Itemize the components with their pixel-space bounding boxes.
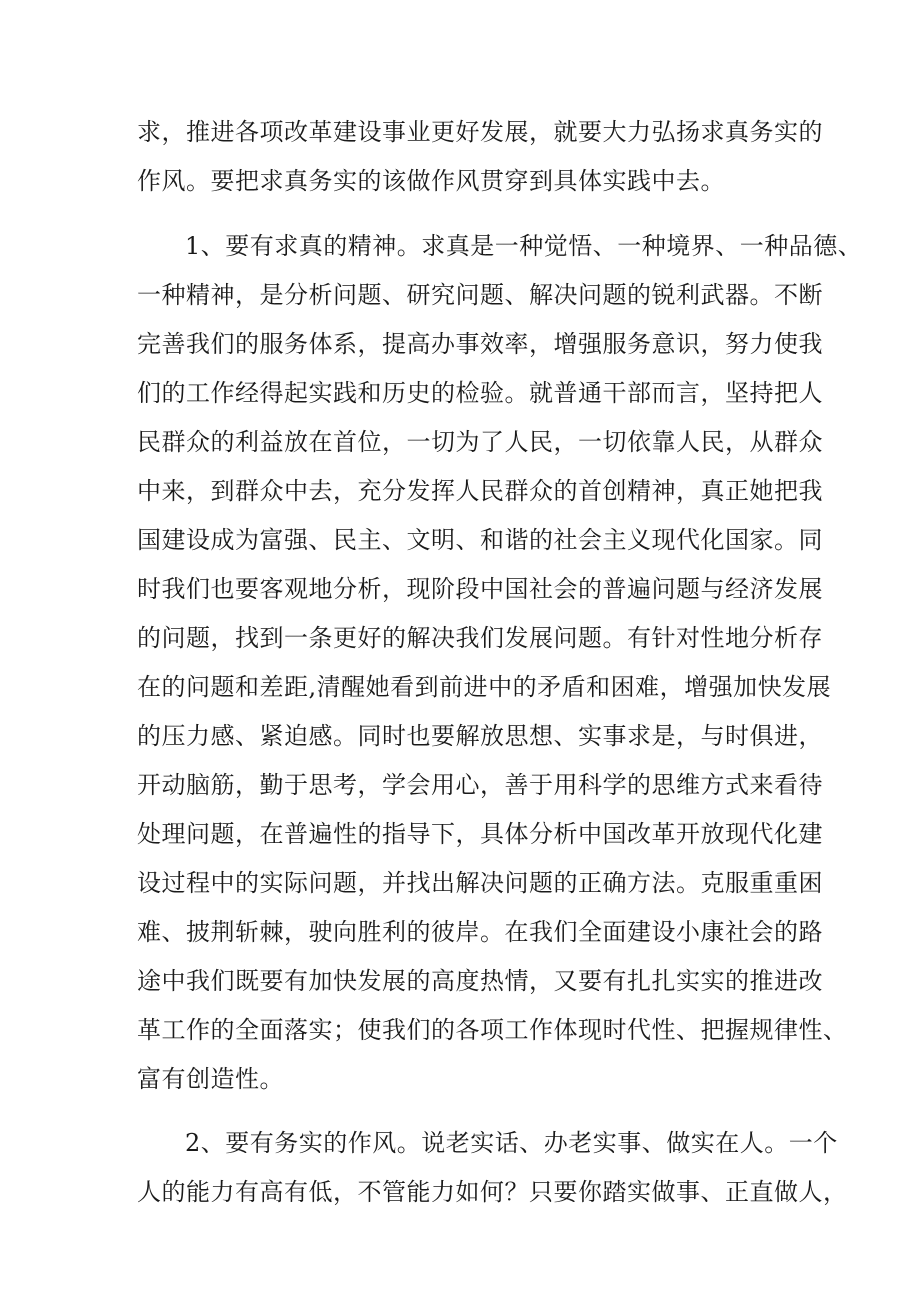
text-line: 途中我们既要有加快发展的高度热情，又要有扎扎实实的推进改 bbox=[137, 967, 823, 995]
text-line: 中来，到群众中去，充分发挥人民群众的首创精神，真正她把我 bbox=[137, 477, 823, 505]
text-line: 在的问题和差距,清醒她看到前进中的矛盾和困难，增强加快发展 bbox=[137, 673, 832, 701]
text-line: 一种精神，是分析问题、研究问题、解决问题的锐利武器。不断 bbox=[137, 281, 823, 309]
text-line: 革工作的全面落实；使我们的各项工作体现时代性、把握规律性、 bbox=[137, 1016, 848, 1044]
text-line: 民群众的利益放在首位，一切为了人民，一切依靠人民，从群众 bbox=[137, 428, 823, 456]
text-line: 开动脑筋，勤于思考，学会用心，善于用科学的思维方式来看待 bbox=[137, 771, 823, 799]
text-line: 作风。要把求真务实的该做作风贯穿到具体实践中去。 bbox=[137, 167, 725, 195]
text-line: 时我们也要客观地分析，现阶段中国社会的普遍问题与经济发展 bbox=[137, 575, 823, 603]
text-line: 难、披荆斩棘，驶向胜利的彼岸。在我们全面建设小康社会的路 bbox=[137, 918, 823, 946]
text-line: 人的能力有高有低，不管能力如何？只要你踏实做事、正直做人， bbox=[137, 1178, 848, 1206]
text-line: 的问题，找到一条更好的解决我们发展问题。有针对性地分析存 bbox=[137, 624, 823, 652]
text-line: 设过程中的实际问题，并找出解决问题的正确方法。克服重重困 bbox=[137, 869, 823, 897]
text-line: 完善我们的服务体系，提高办事效率，增强服务意识，努力使我 bbox=[137, 330, 823, 358]
text-line: 们的工作经得起实践和历史的检验。就普通干部而言，坚持把人 bbox=[137, 379, 823, 407]
paragraph-first-line: 1、要有求真的精神。求真是一种觉悟、一种境界、一种品德、 bbox=[185, 232, 863, 260]
text-line: 富有创造性。 bbox=[137, 1065, 284, 1093]
text-line: 国建设成为富强、民主、文明、和谐的社会主义现代化国家。同 bbox=[137, 526, 823, 554]
paragraph-first-line: 2、要有务实的作风。说老实话、办老实事、做实在人。一个 bbox=[185, 1129, 838, 1157]
text-line: 求，推进各项改革建设事业更好发展，就要大力弘扬求真务实的 bbox=[137, 118, 823, 146]
text-line: 处理问题，在普遍性的指导下，具体分析中国改革开放现代化建 bbox=[137, 820, 823, 848]
text-line: 的压力感、紧迫感。同时也要解放思想、实事求是，与时俱进， bbox=[137, 722, 823, 750]
